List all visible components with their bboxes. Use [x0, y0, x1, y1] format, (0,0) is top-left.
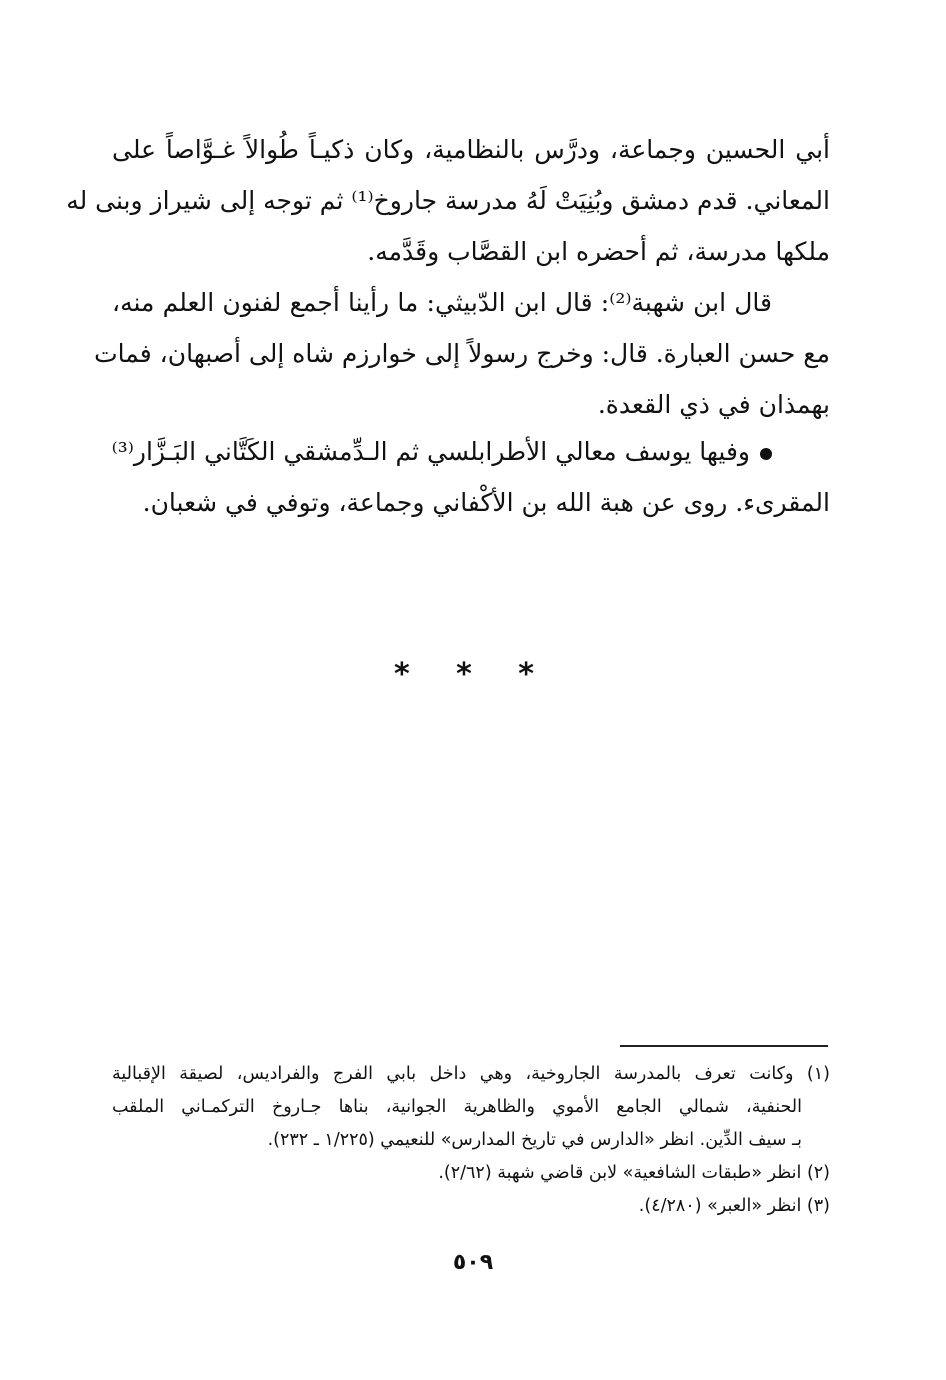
paragraph-1-line-3: ملكها مدرسة، ثم أحضره ابن القصَّاب وقَدَّمه.	[367, 237, 830, 266]
paragraph-2-line-2: مع حسن العبارة. قال: وخرج رسولاً إلى خوارزم شاه إلى أصبهان، فمات	[94, 339, 830, 368]
footnote-1-line-1: (١) وكانت تعرف بالمدرسة الجاروخية، وهي داخل بابي الفرج والفراديس، لصيقة الإقبالية	[112, 1064, 830, 1084]
footnote-3: (٣) انظر «العبر» (٤/٢٨٠).	[638, 1196, 830, 1216]
page-number: ٥٠٩	[452, 1250, 494, 1275]
footnote-1-line-2: الحنفية، شمالي الجامع الأموي والظاهرية الجوانية، بناها جـاروخ التركمـاني الملقب	[112, 1097, 802, 1117]
section-separator: * * *	[394, 657, 552, 692]
footnote-2: (٢) انظر «طبقات الشافعية» لابن قاضي شهبة (٢/٦٢).	[438, 1163, 830, 1183]
paragraph-1	[66, 124, 830, 277]
bullet-icon	[760, 448, 772, 460]
paragraph-3	[112, 426, 830, 528]
footnotes	[112, 1058, 830, 1223]
paragraph-2-line-3: بهمذان في ذي القعدة.	[597, 390, 830, 419]
paragraph-1-line-2: المعاني. قدم دمشق وبُنِيَتْ لَهُ مدرسة جاروخ⁽¹⁾ ثم توجه إلى شيراز وبنى له	[66, 186, 830, 215]
paragraph-2	[94, 277, 830, 430]
paragraph-3-line-1	[112, 426, 830, 477]
paragraph-3-line-2: المقرىء. روى عن هبة الله بن الأكْفاني وجماعة، وتوفي في شعبان.	[142, 488, 830, 517]
footnote-divider	[620, 1045, 828, 1047]
paragraph-2-line-1: قال ابن شهبة⁽²⁾: قال ابن الدّبيثي: ما رأينا أجمع لفنون العلم منه،	[112, 288, 772, 317]
footnote-1-line-3: بـ سيف الدِّين. انظر «الدارس في تاريخ المدارس» للنعيمي (١/٢٢٥ ـ ٢٣٢).	[267, 1130, 802, 1150]
paragraph-1-line-1: أبي الحسين وجماعة، ودرَّس بالنظامية، وكان ذكيـاً طُوالاً غـوَّاصاً على	[112, 135, 830, 164]
paragraph-3-line-1-text: وفيها يوسف معالي الأطرابلسي ثم الـدِّمشقي الكَتَّاني البَـزَّار⁽³⁾	[111, 437, 750, 466]
